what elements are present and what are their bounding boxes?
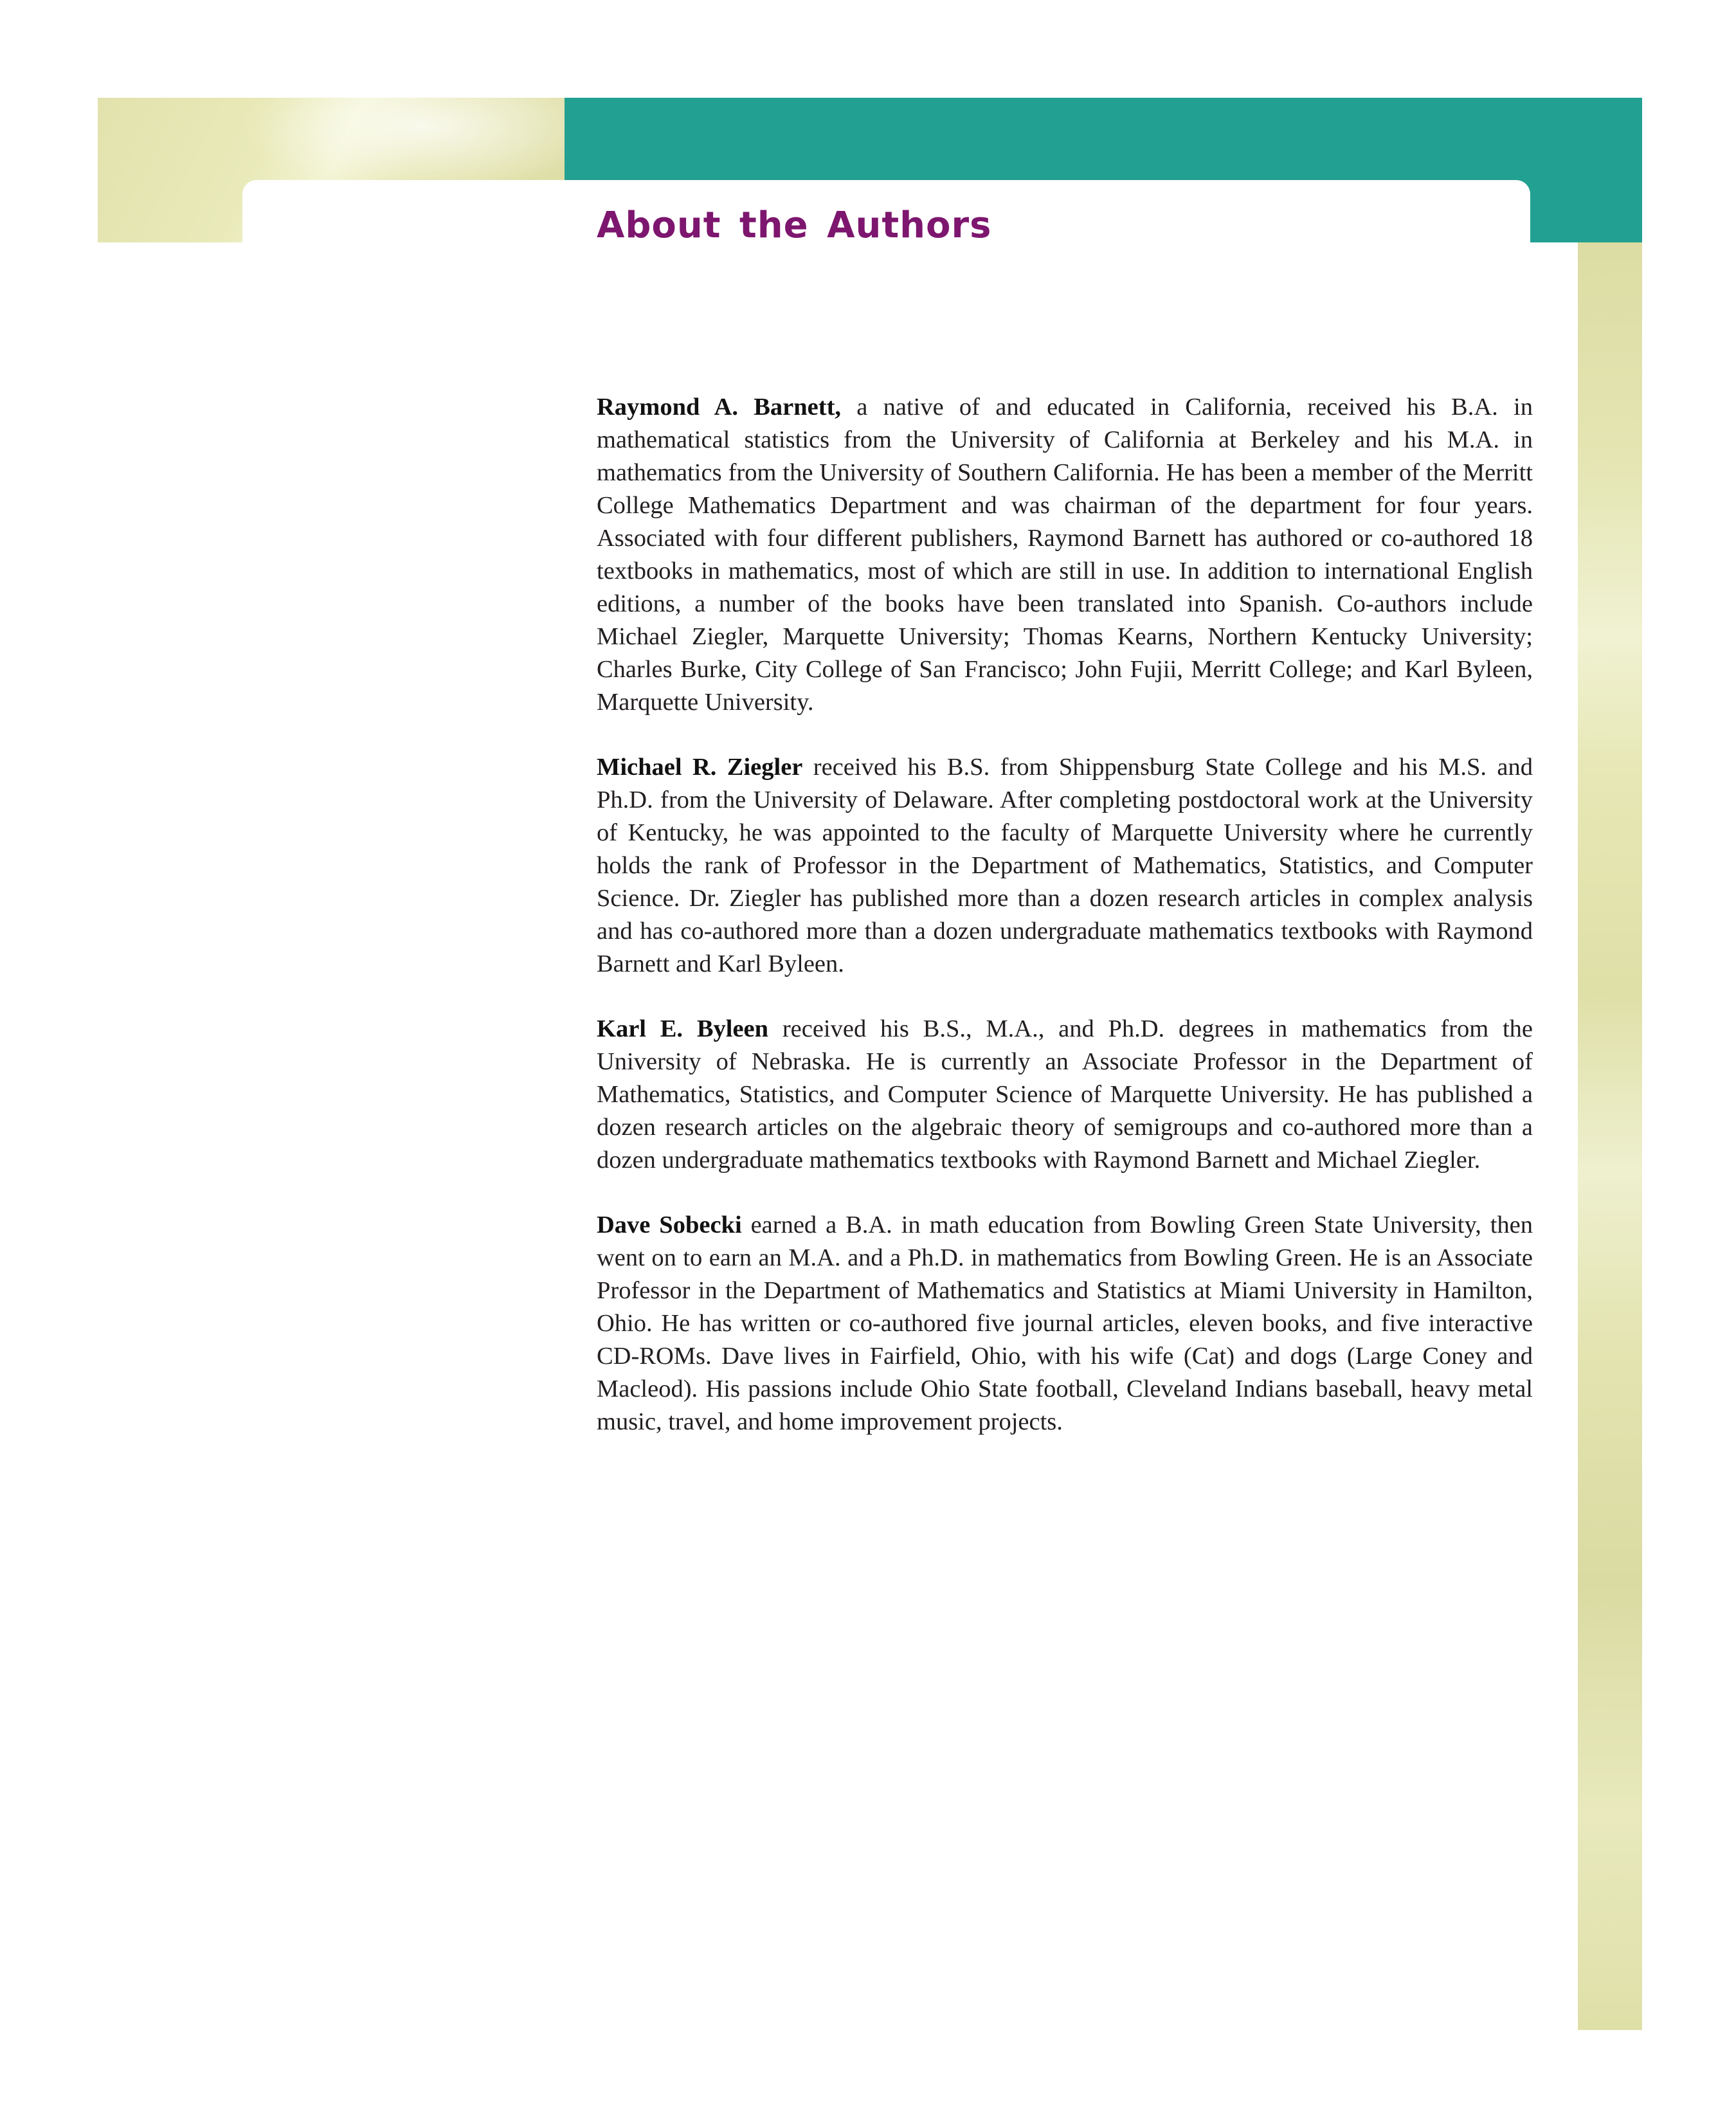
author-name: Karl E. Byleen xyxy=(597,1015,769,1042)
bio-byleen xyxy=(597,1013,1533,1177)
author-bio-text: earned a B.A. in math education from Bowling Green State University, then went on to earn an M.A. and a Ph.D. in mathematics from Bowling Green. He is an Associate Professor in the Department of Mathematics and Statistics at Miami University in Hamilton, Ohio. He has written or co-authored five journal articles, eleven books, and five interactive CD-ROMs. Dave lives in Fairfield, Ohio, with his wife (Cat) and dogs (Large Coney and Macleod). His passions include Ohio State football, Cleveland Indians baseball, heavy metal music, travel, and home improvement projects. xyxy=(597,1211,1533,1435)
author-bio-text: received his B.S. from Shippensburg State College and his M.S. and Ph.D. from the University of Delaware. After completing postdoctoral work at the University of Kentucky, he was appointed to the faculty of Marquette University where he currently holds the rank of Professor in the Department of Mathematics, Statistics, and Computer Science. Dr. Ziegler has published more than a dozen research articles in complex analysis and has co-authored more than a dozen undergraduate mathematics textbooks with Raymond Barnett and Karl Byleen. xyxy=(597,754,1533,977)
author-bios xyxy=(597,391,1533,1471)
bio-barnett xyxy=(597,391,1533,719)
author-name: Michael R. Ziegler xyxy=(597,754,803,781)
page-title: About the Authors xyxy=(597,204,992,246)
bio-sobecki xyxy=(597,1209,1533,1438)
decorative-side-strip xyxy=(1578,242,1642,2030)
author-bio-text: received his B.S., M.A., and Ph.D. degrees in mathematics from the University of Nebraska. He is currently an Associate Professor in the Department of Mathematics, Statistics, and Computer Science of Marquette University. He has published a dozen research articles on the algebraic theory of semigroups and co-authored more than a dozen undergraduate mathematics textbooks with Raymond Barnett and Michael Ziegler. xyxy=(597,1015,1533,1174)
bio-ziegler xyxy=(597,751,1533,981)
author-bio-text: a native of and educated in California, received his B.A. in mathematical statistics from the University of California at Berkeley and his M.A. in mathematics from the University of Southern California. He has been a member of the Merritt College Mathematics Department and was chairman of the department for four years. Associated with four different publishers, Raymond Barnett has authored or co-authored 18 textbooks in mathematics, most of which are still in use. In addition to international English editions, a number of the books have been translated into Spanish. Co-authors include Michael Ziegler, Marquette University; Thomas Kearns, Northern Kentucky University; Charles Burke, City College of San Francisco; John Fujii, Merritt College; and Karl Byleen, Marquette University. xyxy=(597,394,1533,716)
author-name: Dave Sobecki xyxy=(597,1211,742,1238)
author-name: Raymond A. Barnett, xyxy=(597,394,842,421)
